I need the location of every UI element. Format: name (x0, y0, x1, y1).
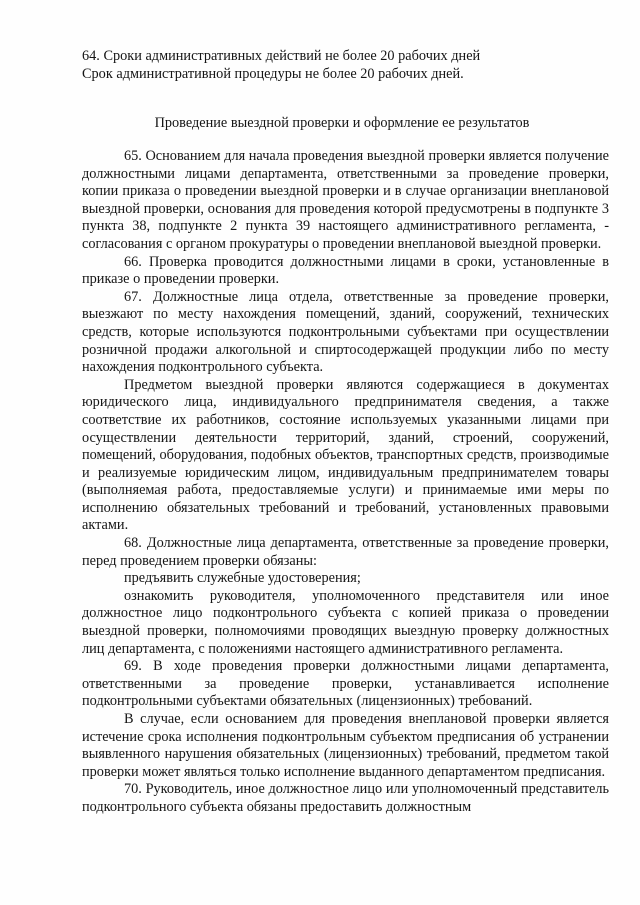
paragraph-66: 66. Проверка проводится должностными лицами в сроки, установленные в приказе о проведении проверки. (82, 253, 609, 288)
paragraph-67: 67. Должностные лица отдела, ответственные за проведение проверки, выезжают по месту нахождения помещений, зданий, сооружений, технических средств, которые используются подконтрольными субъектами при осуществлении розничной продажи алкогольной и спиртосодержащей продукции либо по месту нахождения подконтрольного субъекта. (82, 288, 609, 376)
paragraph-68-item-2: ознакомить руководителя, уполномоченного представителя или иное должностное лицо подконтрольного субъекта с копией приказа о проведении выездной проверки, полномочиями проводящих выездную проверку должностных лиц департамента, с положениями настоящего административного регламента. (82, 587, 609, 657)
paragraph-subject: Предметом выездной проверки являются содержащиеся в документах юридического лица, индивидуального предпринимателя сведения, а также соответствие их работников, состояние используемых указанными лицами при осуществлении деятельности территорий, зданий, строений, сооружений, помещений, оборудования, подобных объектов, транспортных средств, производимые и реализуемые юридическим лицом, индивидуальным предпринимателем товары (выполняемая работа, предоставляемые услуги) и принимаемые ими меры по исполнению обязательных требований и требований, установленных правовыми актами. (82, 376, 609, 534)
paragraph-65: 65. Основанием для начала проведения выездной проверки является получение должностными лицами департамента, ответственными за проведение проверки, копии приказа о проведении выездной проверки и в случае организации внеплановой выездной проверки, основания для проведения которой предусмотрены в подпункте 3 пункта 38, подпункте 2 пункта 39 настоящего административного регламента, - согласования с органом прокуратуры о проведении внеплановой выездной проверки. (82, 148, 609, 252)
paragraph-70: 70. Руководитель, иное должностное лицо или уполномоченный представитель подконтрольного субъекта обязаны предоставить должностным (82, 781, 609, 815)
deadlines-block (82, 48, 609, 83)
document-body (82, 148, 609, 817)
paragraph-68: 68. Должностные лица департамента, ответственные за проведение проверки, перед проведением проверки обязаны: (82, 535, 609, 569)
deadline-line-1: 64. Сроки административных действий не более 20 рабочих дней (82, 48, 481, 64)
paragraph-69: 69. В ходе проведения проверки должностными лицами департамента, ответственными за проведение проверки, устанавливается исполнение подконтрольными субъектами обязательных (лицензионных) требований. (82, 658, 609, 710)
deadline-line-2: Срок административной процедуры не более 20 рабочих дней. (82, 65, 464, 82)
paragraph-unscheduled: В случае, если основанием для проведения внеплановой проверки является истечение срока исполнения подконтрольным субъектом предписания об устранении выявленного нарушения обязательных (лицензионных) требований, предметом такой проверки может являться только исполнение выданного департаментом предписания. (82, 711, 609, 780)
paragraph-68-item-1: предъявить служебные удостоверения; (124, 570, 361, 587)
section-heading: Проведение выездной проверки и оформление ее результатов (154, 115, 530, 131)
